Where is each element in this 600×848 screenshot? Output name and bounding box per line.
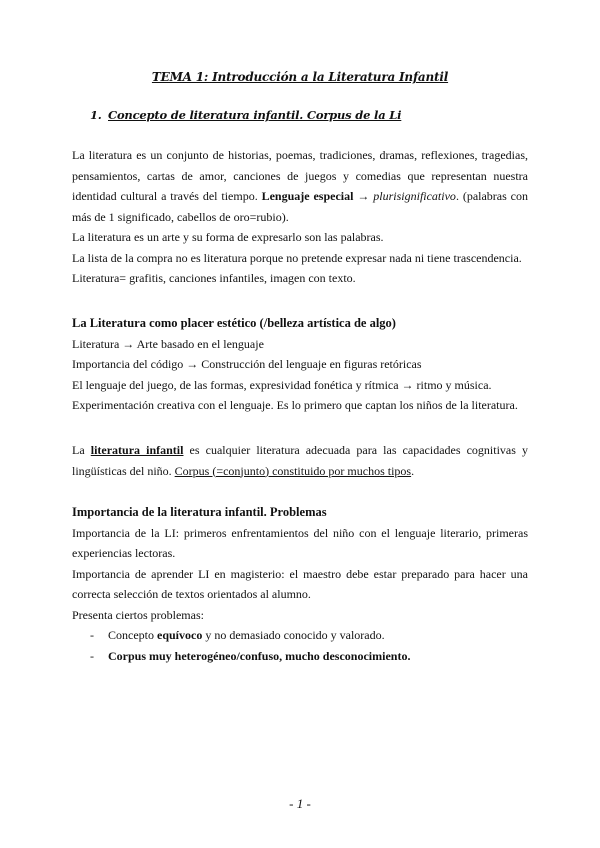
list-item [72, 646, 528, 667]
page-title: TEMA 1: Introducción a la Literatura Infantil [151, 70, 449, 84]
special-language-term: Lenguaje especial [261, 189, 354, 203]
definition-rest: es cualquier literatura adecuada para las capacidades cognitivas y lingüísticas del niño. [72, 443, 528, 478]
concept-line: Literatura= grafitis, canciones infantiles, imagen con texto. [72, 271, 356, 285]
corpus-definition: Corpus (=conjunto) constituido por muchos tipos [174, 463, 412, 478]
importance-paragraph: Importancia de aprender LI en magisterio: el maestro debe estar preparado para hacer una correcta selección de textos orientados al alumno. [72, 566, 528, 601]
section-number: 1. [90, 108, 102, 122]
problems-intro: Presenta ciertos problemas: [72, 607, 204, 622]
importance-section [72, 502, 528, 666]
aesthetic-line: Literatura → Arte basado en el lenguaje [72, 336, 264, 351]
concept-line: La lista de la compra no es literatura porque no pretende expresar nada ni tiene trascendencia. [72, 250, 522, 265]
intro-paragraph [72, 145, 528, 227]
aesthetic-line: Experimentación creativa con el lenguaje. Es lo primero que captan los niños de la literatura. [72, 398, 518, 412]
list-item-text: y no demasiado conocido y valorado. [202, 628, 385, 642]
aesthetic-line: Importancia del código → Construcción del lenguaje en figuras retóricas [72, 357, 422, 371]
intro-text: La literatura es un conjunto de historias, poemas, tradiciones, dramas, reflexiones, tragedias, pensamientos, cartas de amor, canciones de juegos y comedias que representan nuestra identidad cultural a través del tiempo. [72, 148, 528, 203]
list-item [72, 625, 528, 646]
aesthetic-section [72, 313, 528, 416]
section-heading [90, 108, 401, 122]
definition-paragraph [72, 440, 528, 481]
definition-section [72, 440, 528, 481]
list-item-bold: Corpus muy heterogéneo/confuso, mucho desconocimiento. [108, 648, 411, 663]
page-number: - 1 - [289, 796, 311, 811]
aesthetic-line: El lenguaje del juego, de las formas, expresividad fonética y rítmica → ritmo y música. [72, 377, 492, 392]
problems-list [72, 625, 528, 666]
section-concept-body [72, 145, 528, 289]
plurisignificative-term: plurisignificativo [373, 189, 456, 203]
children-literature-term: literatura infantil [90, 443, 184, 457]
section-title: Concepto de literatura infantil. Corpus de la Li [108, 108, 402, 122]
arrow: → [353, 189, 374, 203]
definition-lead: La [72, 443, 91, 457]
importance-heading: Importancia de la literatura infantil. Problemas [72, 505, 327, 519]
importance-paragraph: Importancia de la LI: primeros enfrentamientos del niño con el lenguaje literario, primeras experiencias lectoras. [72, 525, 528, 560]
definition-end: . [411, 463, 415, 478]
list-item-text: Concepto [108, 628, 157, 642]
intro-text-end: . (palabras con más de 1 significado, cabellos de oro=rubio). [72, 189, 529, 224]
aesthetic-heading: La Literatura como placer estético (/belleza artística de algo) [72, 316, 396, 330]
list-item-bold: equívoco [157, 628, 203, 642]
concept-line: La literatura es un arte y su forma de expresarlo son las palabras. [72, 230, 384, 244]
